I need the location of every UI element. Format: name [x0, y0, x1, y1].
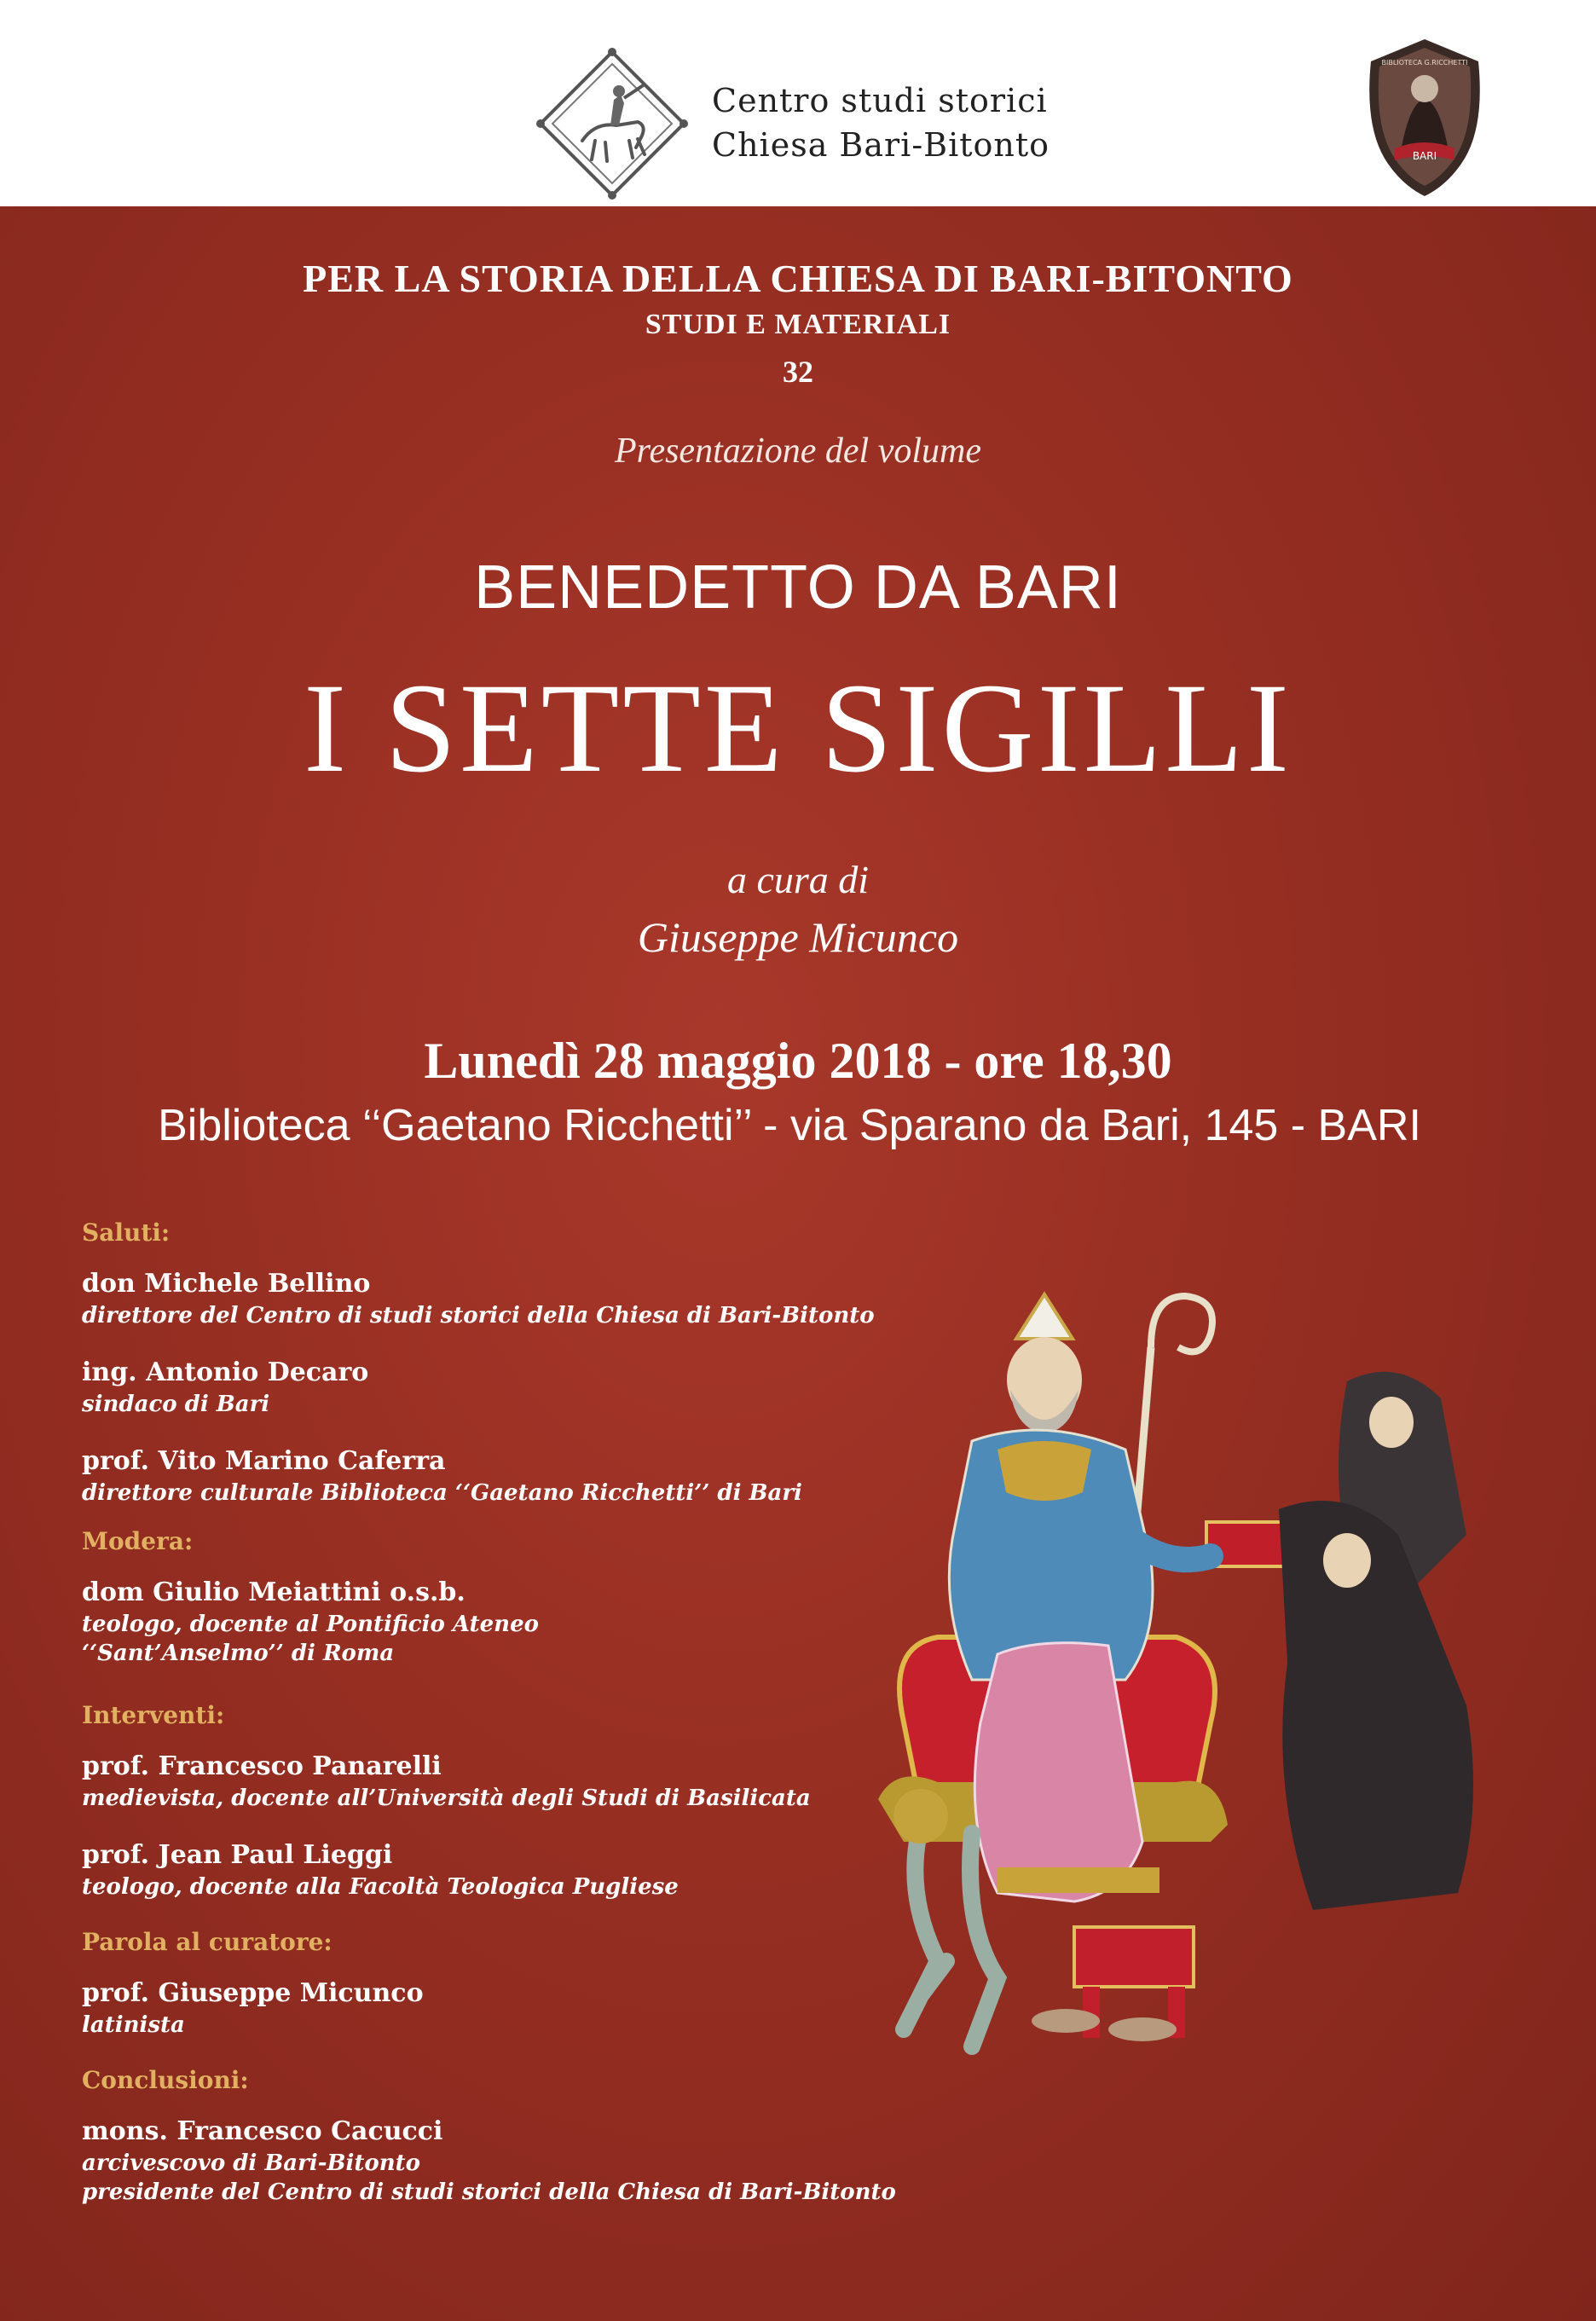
modera-heading: Modera: — [82, 1527, 194, 1555]
header-band — [0, 0, 1596, 206]
interventi-heading: Interventi: — [82, 1701, 225, 1729]
moderator-role-1: teologo, docente al Pontificio Ateneo — [82, 1612, 539, 1637]
series-subtitle: STUDI E MATERIALI — [645, 309, 951, 340]
speaker-role: teologo, docente alla Facoltà Teologica Pugliese — [82, 1874, 679, 1900]
moderator-role-2: ‘‘Sant’Anselmo’’ di Roma — [82, 1641, 395, 1666]
speaker-name: prof. Vito Marino Caferra — [82, 1446, 446, 1476]
curator-speaker-name: prof. Giuseppe Micunco — [82, 1978, 424, 2008]
speaker-name: ing. Antonio Decaro — [82, 1357, 369, 1387]
biblioteca-ricchetti-seal-icon — [1361, 36, 1489, 200]
speaker-name: don Michele Bellino — [82, 1269, 371, 1299]
moderator-name: dom Giulio Meiattini o.s.b. — [82, 1577, 466, 1607]
presentation-label: Presentazione del volume — [615, 431, 981, 471]
speaker-role: direttore culturale Biblioteca ‘‘Gaetano Ricchetti’’ di Bari — [82, 1480, 802, 1506]
event-datetime: Lunedì 28 maggio 2018 - ore 18,30 — [424, 1033, 1172, 1089]
institution-line-1: Centro studi storici — [712, 82, 1048, 119]
speaker-name: prof. Jean Paul Lieggi — [82, 1840, 393, 1870]
curator-name: Giuseppe Micunco — [637, 913, 959, 961]
speaker-role: medievista, docente all’Università degli Studi di Basilicata — [82, 1786, 811, 1811]
bishop-miniature-illustration — [870, 1279, 1518, 2089]
speaker-role: sindaco di Bari — [82, 1392, 270, 1417]
curator-speaker-role: latinista — [82, 2012, 185, 2038]
seal-ring-text: BIBLIOTECA G.RICCHETTI — [1381, 59, 1468, 67]
book-author: BENEDETTO DA BARI — [474, 553, 1122, 622]
institution-name — [712, 78, 1050, 167]
series-number: 32 — [783, 355, 813, 389]
institution-line-2: Chiesa Bari-Bitonto — [712, 126, 1050, 164]
speaker-role: direttore del Centro di studi storici della Chiesa di Bari-Bitonto — [82, 1303, 875, 1328]
knight-diamond-logo-icon — [535, 47, 689, 200]
book-title: I SETTE SIGILLI — [304, 657, 1292, 799]
seal-text: BARI — [1412, 150, 1437, 162]
conclusion-speaker-role-1: arcivescovo di Bari-Bitonto — [82, 2150, 420, 2176]
conclusion-speaker-role-2: presidente del Centro di studi storici della Chiesa di Bari-Bitonto — [82, 2179, 896, 2205]
curatore-heading: Parola al curatore: — [82, 1928, 332, 1956]
series-title: PER LA STORIA DELLA CHIESA DI BARI-BITONTO — [303, 257, 1293, 300]
curated-by-label: a cura di — [726, 858, 870, 901]
speaker-name: prof. Francesco Panarelli — [82, 1751, 442, 1781]
saluti-heading: Saluti: — [82, 1218, 171, 1247]
event-venue: Biblioteca ‘‘Gaetano Ricchetti’’ - via Sparano da Bari, 145 - BARI — [158, 1101, 1421, 1150]
program-list — [82, 1218, 934, 2207]
conclusioni-heading: Conclusioni: — [82, 2066, 249, 2094]
conclusion-speaker-name: mons. Francesco Cacucci — [82, 2116, 443, 2146]
